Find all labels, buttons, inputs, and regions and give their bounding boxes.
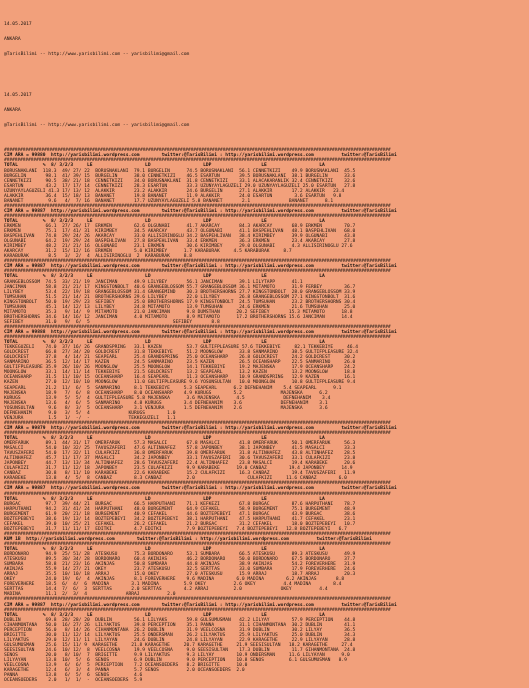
table-row: YOSUNSULTAN 9.6 8/ 3/ 5 OCEANSHARP 3.1 VENJURA 1.5 DEFNEHANIM 2.6 MAJENSKA 3.6 (4, 405, 328, 411)
table-row: DEFNEHANIM 9.0 3/ 5/ 4 KURUGS 1.0 (4, 410, 176, 416)
table-row: KIRIMBEY 48.2 21/ 21/ 16 OLGUNABI 23.1 ERKMEN 30.6 KIRIMBEY 29.0 OLGUNABI 4.3 ALLISIRINOGLU 27.6 (4, 244, 353, 250)
table-row: KARABURAK 8.5 3/ 2/ 4 ALLISIRINOGLU 2 KARABURAK 8.8 (4, 254, 193, 260)
table-row: ALAKKIR 36.4 15/ 18/ 13 BANANET 19.8 BANANET 11.9 ALAKKIR 24.0 ESARTUN 3.6 ESARTUN 9.8 (4, 193, 342, 199)
table-row: LILYBEY 53.4 22/ 19/ 18 GRANGEBLOSSOM 31.4 GRANGEMIND 30.3 BROTHERSHORNS 27.7 KINGSTONBOLT 28.0 GRANGEBLOSSOM 33.9 (4, 289, 356, 295)
table-row: OLGUNABI 64.2 19/ 29/ 24 BASPEHLIVAN 27.8 BASPEHLIVAN 33.4 ERKMEN 36.3 ERKMEN 23.4 AKARCAY 27.8 (4, 239, 356, 245)
separator-rule: ################################################################################################################################################# (4, 335, 391, 341)
table-row: TEKKEGUZELI 74.0 37/ 16/ 26 GRANDSPRING 33.1 KAZEN 53.7 GULTIFPLEASURE 57.6 TEKKEBIYE 82.1 TEKKEBIYE 46.4 (4, 345, 359, 351)
table-row: SERTTAS 14.4 7/ 6/ 3 SERTTAS 2.0 SERTTAS 4.2 ARRAJ 2.0 OKEY 4.4 (4, 587, 328, 593)
table-row: GRANGEBLOSSOM 74.5 33/ 21/ 19 JANCIMAN 49.9 LILYBEY 56.1 JANCIMAN 39.1 LILYTAPP 41.1 (4, 279, 303, 285)
table-row: BOZTEPEBEYI 38.6 19/ 13/ 14 BOZTEPEBEYI 34.2 BOZTEPEBEYI 38.1 HARPUTHANI 47.5 HARPUTHANI 41.7 CEFAKEL 23.1 (4, 516, 356, 522)
race-title: CIM ARA = 99879 http://yarisbilimi.wordpress.com twitter:@TarisBilimi : http://yarisbilimi.wordpress.com twitter:@TarisBilimi (4, 425, 397, 431)
table-row: PERCEPTION 56.0 8/ 14/ 26 CIHANMONTANA 26.2 DUBLIN 31.9 VEELCOSNA 31.9 DUBLIN 30.2 LILYAY 36.5 (4, 627, 356, 633)
separator-rule: ################################################################################################################################################# (4, 420, 391, 426)
race-title: CIM ARA = 99880 http://yarisbilimi.wordpress.com twitter:@TarisBilimi : http://yarisbilimi.wordpress.com twitter:@TarisBilimi (4, 153, 397, 159)
table-row: GULSUMUSMAN 25.6 15/ 11/ 9 KARAGETHE 21.8 KARAGETHE 20.7 KARAGETHE 21.9 SEESISULTAN 18.2 KARAGETHE 27.4 (4, 642, 353, 648)
document-header (4, 12, 526, 73)
table-row: LILYAKTUS 29.0 12/ 11/ 11 LILYAYAN 24.6 DUBLIN 24.8 LILYAYAN 22.9 KARAGETHE 22.9 LILYAYAN 28.8 (4, 637, 356, 643)
header-city-repeat: ANKARA (4, 107, 21, 113)
race-block (4, 597, 526, 683)
table-row: KAZEN 27.0 12/ 10/ 10 MOONGLOW 11.0 GULTIFPLEASURE 9.6 YOSUNSULTAN 10.0 MOONGLOW 10.8 GULTIFPLEASURE 9.4 (4, 380, 356, 386)
header-date-repeat: 14.05.2017 (4, 92, 32, 98)
race-block (4, 481, 526, 531)
table-row: BRIGITTE 30.0 11/ 12/ 14 LILYAKTUS 25.5 ONDERSMAN 26.2 LILYAKTUS 25.9 LILYAKTUS 25.0 DUBLIN 34.3 (4, 632, 356, 638)
separator-rule: ################################################################################################################################################# (4, 259, 391, 265)
table-row: JAPONBEY 44.7 13/ 13/ 34 ALTINHAFEZ 28.6 TAVUSZAFERI 22.4 ALTINHAFEZ 23.8 MASALCI 19.4 KARABEKE 20.6 (4, 461, 356, 467)
separator-rule: ################################################################################################################################################# (4, 607, 391, 613)
separator-rule: ################################################################################################################################################# (4, 213, 391, 219)
table-row: CANBAZ 30.8 8/ 11/ 10 KARABEKE 22.6 KARABEKE 15.2 CULAFKIZI 16.3 CANBAZ 19.4 TAVUSZAFERI 11.9 (4, 471, 356, 477)
race-block (4, 204, 526, 260)
race-title: CIM ARA = 99887 http://yarisbilimi.wordpress.com twitter:@TarisBilimi : http://yarisbilimi.wordpress.com twitter:@TarisBilimi (4, 486, 397, 492)
separator-rule: ################################################################################################################################################# (4, 203, 391, 209)
table-row: FOREVERHERE 18.5 6/ 4/ 6 MADINA 3.1 MADINA 5.9 OKEY 2.6 OKEY 4.4 MADINA 8.4 (4, 582, 342, 588)
header-contact: @TarisBilimi -- http://www.yarisbilimi.com -- yarisbilimi@gmail.com (4, 52, 190, 58)
header-date: 14.05.2017 (4, 22, 32, 28)
separator-rule: ################################################################################################################################################# (4, 531, 391, 537)
race-tables (4, 148, 526, 683)
table-row: SANMARINO 36.5 12/ 14/ 17 KAZEN 24.5 SANMARINO 23.5 KAZEN 26.5 OCEANSHARP 22.5 SANMARINO 26.0 (4, 360, 356, 366)
table-row: CIHANMONTANA 50.0 16/ 27/ 26 LILYAKTUS 39.8 PERCEPTION 35.1 PANNA 31.1 CIHANMONTANA 30.2 DUBLIN 41.1 (4, 622, 356, 628)
table-row: GOLDCREST 66.8 27/ 34/ 20 GOLDCREST 31.8 TEKKEBIYE 51.2 MOONGLOW 33.8 SANMARINO 38.5 GULTIFPLEASURE 32.4 (4, 350, 359, 356)
separator-rule: ################################################################################################################################################# (4, 158, 391, 164)
table-row: BURGAC 97.7 39/ 44/ 21 BURGAC 66.5 HARPUTHANI 71.1 KEFKEZI 67.8 BURGAC 87.6 HARPUTHANI 78.7 (4, 501, 356, 507)
table-row: MADINA 11.1 2/ 3/ 4 ARRAJ 2.0 (4, 592, 176, 598)
column-header: TOTAL % 8/ 3/2/3 LE LD LDP LE LA (4, 612, 325, 618)
race-title: CIM ARA = 99887 http://yarisbilimi.wordpress.com twitter:@TarisBilimi : http://yarisbilimi.wordpress.com twitter:@TarisBilimi (4, 602, 397, 608)
separator-rule: ################################################################################################################################################# (4, 481, 391, 487)
table-row: ARRAJ 35.5 10/ 10/ 18 ARRAJ 15.0 OKEY 27.0 ATESKUSU 15.9 ARRAJ 18.7 ARRAJ 20.3 (4, 572, 356, 578)
race-title: CIM ARA = 99888 http://yarisbilimi.wordpress.com twitter:@TarisBilimi : http://yarisbilimi.wordpress.com twitter:@TarisBilimi (4, 330, 397, 335)
table-row: BROTHERSHORNS 34.6 14/ 16/ 12 JANCIMAN 4.0 MITAMOTO 8.9 MITAMOTO 17.2 BROTHERSHORNS 15.6 JANCIMAN 14.4 (4, 314, 353, 320)
table-row: OCEANSOEDERS 2.0 1/ 1/ - OCEANSOEDERS 5.9 (4, 678, 143, 684)
table-row: HARPUTHANI 94.2 31/ 41/ 24 HARPUTHANI 48.0 BURGEMENT 64.9 CEFAKEL 58.9 BURGEMENT 75.1 BURGEMENT 48.9 (4, 506, 356, 512)
table-row: OMERFARUK 89.1 44/ 31/ 17 OMERFARUK 57.3 MASALCI 67.8 MASALCI 41.8 OMERFARUK 50.1 OMERFARUK 56.3 (4, 441, 356, 447)
table-row: SENOS 20.0 8/ 10/ 7 BRIGITTE 9.9 LILYAKTUS 9.3 LILYAY 10.9 ONDERSMAN 11.6 LILYAYAN 9.0 (4, 653, 350, 658)
table-row: BANANET 9.6 4/ 7/ 16 BANANET 17.7 UZUNYAYLAGUZELI 5.8 BANANET 2.1 BANANET 8.1 (4, 198, 334, 204)
table-row: OKEY 24.0 19/ 6/ 4 AKINJAS 8.1 FOREVERHERE 9.6 MADINA 6.0 MADINA 6.2 AKINJAS 8.8 (4, 577, 345, 583)
separator-rule: ################################################################################################################################################# (4, 541, 391, 547)
table-row: ALTINHAFEZ 45.7 11/ 17/ 37 MASALCI 34.2 JAPONBEY 33.1 TAVUSZAFERI 30.6 TAVUSZAFERI 33.1 CULAFKIZI 23.8 (4, 456, 356, 462)
table-row: GULTIFPLEASURE 35.9 26/ 10/ 26 MOONGLOW 25.5 MOONGLOW 14.1 TEKKEBIYE 19.2 MAJENSKA 17.9 OCEANSHARP 24.2 (4, 365, 356, 371)
header-contact-repeat: @TarisBilimi -- http://www.yarisbilimi.com -- yarisbilimi@gmail.com (4, 123, 190, 129)
table-row: AKARCAY 31.2 15/ 12/ 16 ERKMEN 5.0 KIRIMBEY 1.7 KARABURAK 4.5 KARABURAK 8.7 (4, 249, 292, 255)
table-row: KINGSTONBOLT 50.0 19/ 29/ 23 SEFIBEY 25.0 BROTHERSHORNS 17.9 KINGSTONBOLT 24.5 TUMSUHAN 23.2 BROTHERSHORNS 30.4 (4, 299, 356, 305)
table-row: CEFAKEL 39.0 10/ 25/ 21 CEFAKEL 26.2 CEFAKEL 21.2 BURGAC 31.2 CEFAKEL 18.0 BOZTEPEBEYI 10.7 (4, 521, 356, 527)
table-row: KURUGS 13.9 5/ 5/ 4 GULTIFPLEASURE 5.8 MAJENSKA 3.6 MAJENSKA 4.5 DEFNEHANIM 3.4 (4, 395, 331, 401)
table-row: BASPEHLIVAN 74.8 29/ 24/ 26 AKARCAY 33.0 ALLISIRINOGLU 34.2 BASPEHLIVAN 38.4 KIRIMBEY 39.9 OLGUNABI 43.8 (4, 234, 356, 240)
table-row: MOONGLOW 33.1 14/ 11/ 14 TEKKEBIYE 21.5 GOLDCREST 13.2 SEAPEARL 13.2 KAZEN 13.2 MOONGLOW 18.8 (4, 370, 356, 376)
race-block (4, 259, 526, 325)
table-row: ERKMEN 75.1 17/ 41/ 31 KIRIMBEY 34.5 AKARCAY 43.7 OLGUNABI 41.1 BASPEHLIVAN 48.1 BASPEHLIVAN 68.0 (4, 229, 356, 235)
race-block (4, 325, 526, 421)
table-row: TUMSUHAN 51.5 21/ 14/ 21 BROTHERSHORNS 29.6 LILYBEY 22.0 LILYBEY 26.8 GRANGEBLOSSOM 27.1 KINGSTONBOLT 31.6 (4, 294, 356, 300)
column-header: TOTAL % 8/ 3/2/3 LE LD LDP LE LA (4, 547, 325, 553)
table-row: BOZTEPEBEYI 31.7 11/ 11/ 17 EDITKI 4.7 EDITKI 7.9 BOZTEPEBEYI 7.4 BOZTEPEBEYI 12.8 BOZTEPEBEYI 6.7 (4, 526, 347, 532)
table-row: SEFIBEY 31.0 9/ 6/ 5 SEFIBEY 8.8 (4, 319, 220, 325)
table-row: BORDONARO 94.9 25/ 51/ 28 ATESKUSU 75.3 BORDONARO 53.1 SUMBARA 66.5 ATESKUSU 89.3 ATESKUSU 49.9 (4, 552, 356, 558)
separator-rule: ################################################################################################################################################# (4, 597, 391, 603)
table-row: KARABEKE 13.8 4/ 5/ 8 CANBAZ 8.3 CANBAZ 2.0 CULAFKIZI 11.6 CANBAZ 6.0 (4, 476, 347, 482)
table-row: SEAPEARL 21.2 11/ 6/ 5 SANMARINO 8.1 TEKKEBIYE 5.3 SEAPEARL 6.2 DEFNEHANIM 5.4 SEAPEARL 9.1 (4, 385, 342, 391)
table-row: MAJENSKA 18.9 7/ 6/ 8 OCEANSHARP 8.0 OCEANSHARP 4.9 KURUGS 5.2 MAJENSKA 6.2 (4, 390, 328, 396)
column-header: TOTAL % 8/ 3/2/3 LE LD LDP LE LA (4, 218, 325, 224)
race-title: CIM ARA = 99887 http://yarisbilimi.wordpress.com twitter:@TarisBilimi : http://yarisbilimi.wordpress.com twitter:@TarisBilimi (4, 208, 397, 214)
document-header-repeat (4, 83, 526, 139)
column-header: TOTAL % 8/ 3/2/3 LE LD LDP LE LA (4, 274, 325, 280)
separator-rule: ################################################################################################################################################# (4, 269, 391, 275)
table-row: TUMSUHAN 45.1 14/ 12/ 13 LILYBEY 24.8 MITAMOTO 13.9 TUMSUHAN 24.6 ERKMEN 21.6 TUMSUHAN 25.0 (4, 304, 356, 310)
table-row: BORUSNAKLANI 118.3 49/ 27/ 22 BORUSNAKLANI 79.1 BURGELIN 74.5 BORUSNAKLANI 56.1 CENNETKIZI 49.9 BORUSNAKLANI 45.5 (4, 168, 356, 174)
separator-rule: ################################################################################################################################################# (4, 491, 391, 497)
separator-rule: ################################################################################################################################################# (4, 430, 391, 436)
table-row: SEESISULTAN 24.6 10/ 12/ 8 VEELCOSNA 19.9 VEELCOSNA 9.0 SEESISULTAN 17.3 DUBLIN 11.7 GIHANMONTANA 24.8 (4, 647, 356, 653)
column-header: TOTAL % 8/ 3/2/3 LE LD LDP LE LA (4, 163, 325, 169)
separator-rule: ################################################################################################################################################# (4, 324, 391, 330)
table-row: VEELCOSNA 13.9 6/ 6/ 5 PERCEPTION 7.2 OCEANSOEDERS 8.2 BRIGITTE 10.0 (4, 663, 248, 669)
column-header: TOTAL % 8/ 3/2/3 LE LD LDP LE LA (4, 496, 325, 502)
table-row: JANCIMAN 58.8 21/ 21/ 17 KINGSTONBOLT 40.6 GRANGEBLOSSOM 55.7 GRANGEBLOSSOM 36.1 MITAMOTO 31.9 FERBEY 36.7 (4, 284, 356, 290)
table-row: TAVUSZAFERI 54.0 17/ 32/ 11 CULAFKIZI 36.8 OMERFARUK 39.8 OMERFARUK 31.8 ALTINHAFEZ 43.8 ALTINHAFEZ 28.5 (4, 451, 356, 457)
table-row: MASALCI 54.0 10/ 32/ 25 TAVUSZAFERI 47.6 ALTINHAFEZ 57.8 JAPONBEY 38.1 JAPONBEY 41.5 MASALCI 33.3 (4, 446, 356, 452)
table-row: BURGEMENT 61.9 20/ 21/ 18 BURGEMENT 40.9 CEFAKEL 44.6 BOZTEPEBEYI 47.1 BURGAC 43.9 BURGAC 38.6 (4, 511, 356, 517)
table-row: ERKMEN 66.1 27/ 26/ 17 ERKMEN 62.6 OLGUNABI 41.7 AKARCAY 84.3 AKARCAY 68.9 ERKMEN 70.7 (4, 224, 356, 230)
race-block (4, 532, 526, 598)
table-row: KARAGETHE 12.4 6/ 3/ 4 PANNA 5.7 SENOS 2.0 OCEANSOEDERS 2.0 (4, 668, 245, 674)
column-header: TOTAL % 8/ 3/2/3 LE LD LDP LE LA (4, 340, 325, 346)
race-title: KUM 1B http://yarisbilimi.wordpress.com twitter:@TarisBilimi : http://yarisbilimi.wordpress.com twitter:@TarisBilimi (4, 536, 372, 542)
header-city: ANKARA (4, 37, 21, 43)
table-row: ESARTUN 43.2 17/ 17/ 14 CENNETKIZI 28.3 ESARTUN 33.3 UZUNYAYLAGUZELI 29.0 UZUNYAYLAGUZELI 25.0 ESARTUN 27.8 (4, 183, 356, 189)
race-block (4, 148, 526, 204)
table-row: SUMBARA 58.8 21/ 23/ 16 AKINJAS 50.8 SUMBARA 44.8 AKINJAS 38.9 AKINJAS 54.2 FOREVERHERE 31.9 (4, 562, 356, 568)
race-block (4, 421, 526, 482)
separator-rule: ################################################################################################################################################# (4, 148, 391, 154)
table-row: CULAFKIZI 31.7 11/ 12/ 18 JAPONBEY 23.5 CULAFKIZI 9.9 KARABEKE 19.0 CANBAZ 19.4 JAPONBEY 14.9 (4, 466, 353, 472)
table-row: LILYAYAN 13.8 10/ 5/ 6 SENOS 6.9 DUBLIN 9.0 PERCEPTION 10.8 SENOS 6.1 GULSUMUSMAN 8.9 (4, 658, 347, 664)
table-row: OCEANSHARP 31.5 11/ 10/ 15 OCEANSHARP 16.4 SEAPEARL 11.3 OCEANSHARP 10.9 GRANDSPRING 12.9 KAZEN 16.1 (4, 375, 356, 381)
table-row: CENNETKIZI 90.5 38/ 21/ 18 CENNETKIZI 34.0 BORUSNAKLANI 31.8 CENNETKIZI 33.1 ALACAKARANLIK 32.4 CENNETKIZI 32.6 (4, 178, 356, 184)
table-row: MITAMOTO 35.3 9/ 14/ 9 MITAMOTO 21.0 JANCIMAN 9.8 DUMSTHAN 20.2 SEFIBEY 15.3 MITAMOTO 18.8 (4, 309, 353, 315)
column-header: TOTAL % 8/ 3/2/3 LE LD LDP LE LA (4, 435, 325, 441)
table-row: DUBLIN 69.8 28/ 28/ 20 DUBLIN 56.1 LILYAKS 59.8 GULSUMUSMAN 42.2 LILYAY 57.9 PERCEPTION 44.8 (4, 617, 356, 623)
table-row: MAJENSKA 13.6 4/ 6/ 5 SANMARINO 4.8 KURUGS 3.4 DEFNEHANIM 3.6 DEFNEHANIM 3.1 (4, 400, 328, 406)
table-row: PANNA 13.8 6/ 5/ 6 SENOS 4.6 (4, 673, 143, 679)
race-title: CIM ARA = 99887 http://yarisbilimi.wordpress.com twitter:@TarisBilimi : http://yarisbilimi.wordpress.com twitter:@TarisBilimi (4, 264, 397, 270)
table-row: AKINJAS 55.9 14/ 27/ 21 OKEY 23.7 ATESKUSU 32.5 SERTTAS 33.0 SUMBARA 17.9 FOREVERHERE 24.6 (4, 567, 356, 573)
table-row: UZUNYAYLAGUZELI 41.3 17/ 13/ 12 ALAKKIR 23.2 ALAKKIR 24.6 BURGELIN 27.1 ALAKKIR 17.2 ALAKKIR 23.4 (4, 188, 345, 194)
table-row: BURGELIN 98.1 41/ 39/ 15 BURGELIN 38.0 CENNETKIZI 46.5 ESARTUN 39.5 BORUSNAKLANI 38.1 BURGELIN 33.6 (4, 173, 356, 179)
table-row: VENJURA 1.5 1/ -/ - TEKKEGUZELI 1.1 (4, 415, 176, 421)
table-row: GOLDCREST 37.8 4/ 14/ 21 SEAPEARL 25.4 GRANDSPRING 25.0 OCEANSHARP 26.8 GOLDCREST 24.2 GOLDCREST 30.2 (4, 355, 356, 361)
table-row: ATESKUSU 89.5 30/ 34/ 28 BORDONARO 60.4 AKINJAS 46.2 BORDONARO 50.0 BORDONARO 67.5 BORDONARO 37.7 (4, 557, 356, 563)
